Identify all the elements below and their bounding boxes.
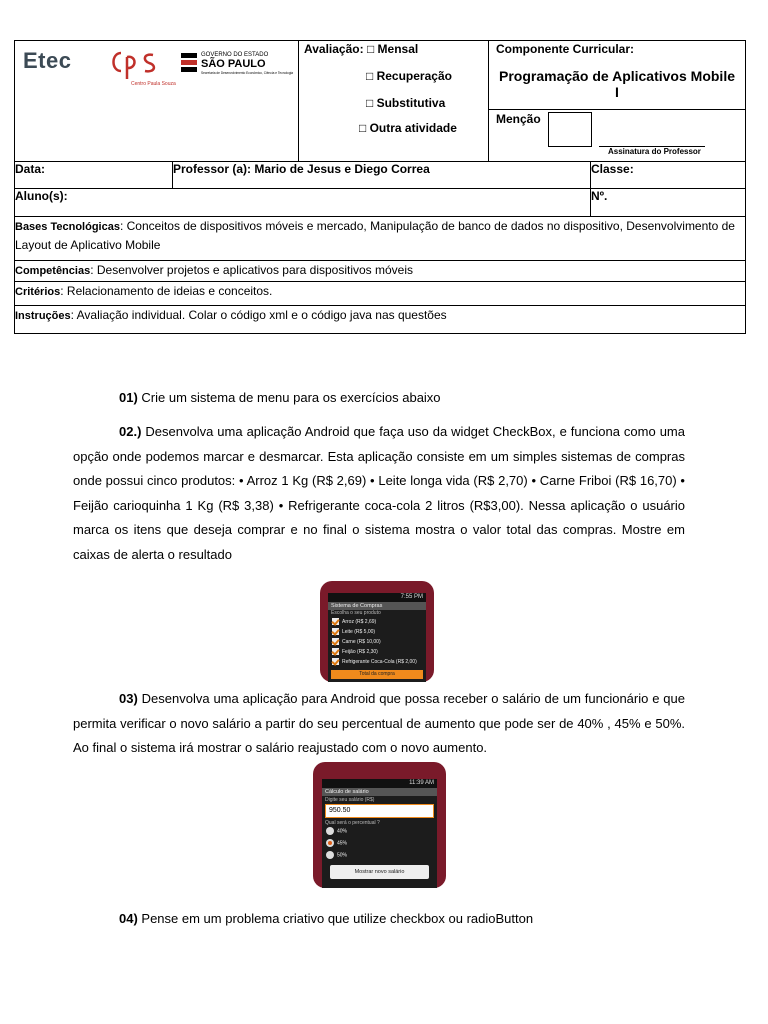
option-outra-atividade[interactable]: □ Outra atividade [359, 121, 457, 135]
phone-2-screen [322, 779, 437, 888]
question-3 [73, 687, 685, 761]
gov-logo-line1: GOVERNO DO ESTADO [201, 52, 269, 58]
phone-2-status-bar: 11:39 AM [322, 779, 437, 788]
bases-text: : Conceitos de dispositivos móveis e mercado, Manipulação de banco de dados no dispositivo, Desenvolvimento de Layout de Aplicativo Mobile [15, 219, 735, 252]
cps-logo-subtitle: Centro Paula Souza [131, 81, 176, 87]
classe-field[interactable]: Classe: [591, 162, 746, 189]
componente-cell [489, 41, 746, 110]
phone-1-checkbox-item[interactable]: Carne (R$ 10,00) [332, 638, 381, 647]
avaliacao-label: Avaliação: [304, 42, 364, 56]
phone-2-question: Qual será o percentual ? [325, 820, 380, 826]
question-2-text: Desenvolva uma aplicação Android que faça uso da widget CheckBox, e funciona como uma opção onde podemos marcar e desmarcar. Esta aplicação consiste em um simples sistemas de compras onde possui cinco produtos: • Arroz 1 Kg (R$ 2,69) • Leite longa vida (R$ 2,70) • Carne Friboi (R$ 16,70) • Feijão carioquinha 1 Kg (R$ 3,38) • Refrigerante coca-cola 2 litros (R$3,00). Nessa aplicação o usuário marca os itens que deseja comprar e no final o sistema mostra o valor total das compras. Mostre em caixas de alerta o resultado [73, 424, 685, 562]
data-field[interactable]: Data: [15, 162, 173, 189]
radio-icon [326, 827, 334, 835]
phone-1-total-button[interactable]: Total da compra [331, 670, 423, 679]
mencao-box[interactable] [548, 112, 592, 147]
question-4-text: Pense em um problema criativo que utilize checkbox ou radioButton [137, 911, 534, 926]
option-mensal[interactable]: □ Mensal [366, 42, 419, 56]
phone-1-screen [328, 593, 426, 682]
bases-tecnologicas-row [15, 217, 746, 261]
competencias-row [15, 261, 746, 282]
criterios-label: Critérios [15, 286, 61, 298]
question-4-number: 04) [119, 911, 138, 926]
assinatura-label: Assinatura do Professor [608, 147, 701, 156]
phone-2-app-title: Cálculo de salário [322, 788, 437, 796]
phone-2-show-salary-button[interactable]: Mostrar novo salário [330, 865, 429, 879]
instrucoes-row [15, 306, 746, 334]
componente-label: Componente Curricular: [496, 42, 635, 56]
phone-2-radio-option[interactable]: 40% [326, 827, 347, 836]
criterios-row [15, 282, 746, 306]
checkbox-checked-icon [332, 628, 339, 635]
checkbox-app-screenshot [320, 581, 434, 682]
radio-selected-icon [326, 839, 334, 847]
checkbox-checked-icon [332, 658, 339, 665]
mencao-cell [489, 110, 746, 162]
criterios-text: : Relacionamento de ideias e conceitos. [60, 284, 273, 298]
avaliacao-cell [299, 41, 489, 162]
question-1-text: Crie um sistema de menu para os exercícios abaixo [137, 390, 441, 405]
instrucoes-text: : Avaliação individual. Colar o código xml e o código java nas questões [70, 308, 447, 322]
logos-cell [15, 41, 299, 162]
phone-2-salary-input[interactable]: 950.50 [325, 804, 434, 818]
question-1-number: 01) [119, 390, 138, 405]
professor-field: Professor (a): Mario de Jesus e Diego Correa [173, 162, 591, 189]
phone-1-checkbox-item[interactable]: Refrigerante Coca-Cola (R$ 2,00) [332, 658, 417, 667]
checkbox-checked-icon [332, 638, 339, 645]
bases-label: Bases Tecnológicas [15, 221, 120, 233]
phone-1-checkbox-item[interactable]: Arroz (R$ 2,69) [332, 618, 376, 627]
question-1 [73, 386, 685, 411]
instrucoes-label: Instruções [15, 310, 71, 322]
phone-1-checkbox-item[interactable]: Feijão (R$ 2,30) [332, 648, 378, 657]
numero-field[interactable]: Nº. [591, 189, 746, 217]
phone-2-field-label: Digite seu salário (R$) [325, 797, 375, 803]
sao-paulo-government-logo [181, 47, 294, 87]
componente-title: Programação de Aplicativos Mobile I [499, 68, 735, 100]
question-3-text: Desenvolva uma aplicação para Android que possa receber o salário de um funcionário e que permita verificar o novo salário a partir do seu percentual de aumento que pode ser de 40% , 45% e 50%. Ao final o sistema irá mostrar o salário reajustado com o novo aumento. [73, 691, 685, 755]
checkbox-checked-icon [332, 648, 339, 655]
option-substitutiva[interactable]: □ Substitutiva [366, 96, 446, 110]
radiobutton-app-screenshot [313, 762, 446, 888]
question-3-number: 03) [119, 691, 138, 706]
phone-1-app-title: Sistema de Compras [328, 602, 426, 610]
question-2 [73, 420, 685, 567]
phone-1-checkbox-item[interactable]: Leite (R$ 5,00) [332, 628, 375, 637]
option-recuperacao[interactable]: □ Recuperação [366, 69, 452, 83]
question-2-number: 02.) [119, 424, 142, 439]
phone-2-radio-option[interactable]: 45% [326, 839, 347, 848]
phone-1-subtitle: Escolha o seu produto [331, 610, 381, 616]
radio-icon [326, 851, 334, 859]
competencias-label: Competências [15, 265, 91, 277]
aluno-field[interactable]: Aluno(s): [15, 189, 591, 217]
mencao-label: Menção [496, 112, 541, 126]
cps-logo [107, 47, 176, 89]
phone-1-status-bar: 7:55 PM [328, 593, 426, 602]
question-4 [73, 907, 685, 932]
header-table [14, 40, 746, 334]
etec-logo: Etec [23, 48, 72, 73]
phone-2-radio-option[interactable]: 50% [326, 851, 347, 860]
checkbox-checked-icon [332, 618, 339, 625]
competencias-text: : Desenvolver projetos e aplicativos para dispositivos móveis [90, 263, 414, 277]
gov-logo-line3: Secretaria de Desenvolvimento Econômico, Ciência e Tecnologia [201, 71, 294, 75]
gov-logo-line2: SÃO PAULO [201, 58, 266, 70]
